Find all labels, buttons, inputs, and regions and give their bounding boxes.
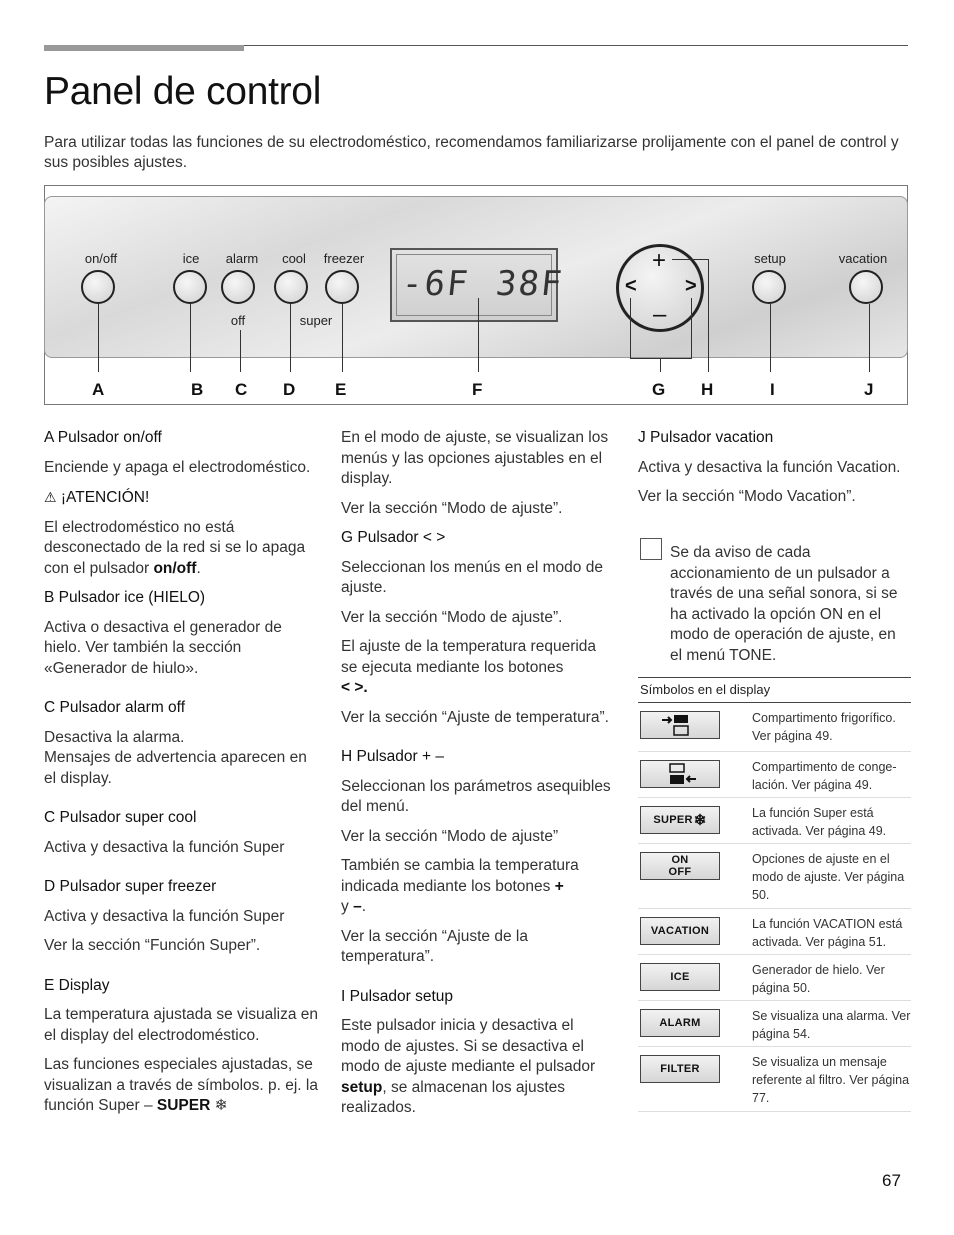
heading-h: H Pulsador + – — [341, 748, 444, 765]
label-ice: ice — [182, 251, 200, 266]
callout-c: C — [235, 380, 248, 399]
ice-symbol: ICE — [640, 963, 720, 991]
sound-note-icon — [640, 538, 662, 560]
on-off-symbol: ON OFF — [640, 852, 720, 880]
symbol-row — [638, 1047, 911, 1112]
sound-note-text: Se da aviso de cada accionamiento de un pulsador a través de una señal sonora, si se ha activado la opción ON en el modo de operación de ajuste, en el menú TONE. — [670, 544, 898, 664]
leader-c — [240, 330, 241, 372]
text-d1: Activa y desactiva la función Super — [44, 907, 285, 925]
leader-g-left — [630, 298, 631, 358]
symbol-desc: Generador de hielo. Ver página 50. — [752, 963, 885, 995]
symbol-row — [638, 955, 911, 1001]
text-b: Activa o desactiva el generador de hielo. Ver también la sección «Generador de hiulo». — [44, 618, 282, 677]
leader-g — [660, 358, 661, 372]
symbol-desc: Compartimento frigorífico. Ver página 49. — [752, 711, 896, 743]
symbol-desc: Compartimento de conge-lación. Ver página 49. — [752, 760, 897, 792]
symbol-row — [638, 752, 911, 798]
callout-d: D — [283, 380, 296, 399]
left-arrow-icon: < — [625, 275, 637, 297]
heading-i: I Pulsador setup — [341, 987, 454, 1005]
text-g4: Ver la sección “Ajuste de temperatura”. — [341, 708, 609, 726]
top-rule-accent — [44, 45, 244, 51]
heading-d: D Pulsador super freezer — [44, 878, 217, 895]
symbol-desc: La función Super está activada. Ver página 49. — [752, 806, 887, 838]
leader-h — [708, 259, 709, 372]
column-3 — [638, 428, 910, 517]
heading-c: C Pulsador alarm off — [44, 699, 185, 716]
text-i: Este pulsador inicia y desactiva el modo de ajustes. Si se desactiva el modo de ajuste mediante el pulsador setup, se almacenan los ajustes realizados. — [341, 1017, 596, 1116]
callout-f: F — [472, 380, 483, 399]
setup-button — [752, 270, 786, 304]
leader-h-top — [672, 259, 708, 260]
text-h2: Ver la sección “Modo de ajuste” — [341, 827, 559, 845]
text-j2: Ver la sección “Modo Vacation”. — [638, 488, 856, 505]
text-f2: Ver la sección “Modo de ajuste”. — [341, 499, 563, 517]
symbol-row — [638, 1001, 911, 1047]
alarm-symbol: ALARM — [640, 1009, 720, 1037]
right-arrow-icon: > — [685, 275, 697, 297]
heading-e: E Display — [44, 976, 110, 994]
text-d2: Ver la sección “Función Super”. — [44, 937, 261, 954]
leader-f — [478, 298, 479, 372]
fridge-compartment-icon — [640, 711, 720, 739]
alarm-button — [221, 270, 255, 304]
freezer-compartment-icon — [640, 760, 720, 788]
callout-i: I — [770, 380, 775, 399]
text-e1: La temperatura ajustada se visualiza en el display del electrodoméstico. — [44, 1006, 318, 1044]
callout-h: H — [701, 380, 714, 399]
symbol-row — [638, 798, 911, 844]
page-number: 67 — [882, 1171, 901, 1190]
onoff-button — [81, 270, 115, 304]
warning-text: El electrodoméstico no está desconectado de la red si se lo apaga con el pulsador on/off. — [44, 518, 306, 577]
label-alarm: alarm — [225, 251, 259, 266]
freezer-button — [325, 270, 359, 304]
display-fridge-temp: 38F — [493, 264, 566, 304]
text-h1: Seleccionan los parámetros asequibles del menú. — [341, 777, 611, 815]
filter-symbol: FILTER — [640, 1055, 720, 1083]
leader-b — [190, 304, 191, 372]
text-g3: El ajuste de la temperatura requerida se ejecuta mediante los botones — [341, 638, 597, 676]
label-cool: cool — [282, 251, 306, 266]
text-c2: Mensajes de advertencia aparecen en el display. — [44, 749, 307, 787]
leader-j — [869, 304, 870, 372]
callout-j: J — [864, 380, 874, 399]
symbol-desc: Se visualiza un mensaje referente al filtro. Ver página 77. — [752, 1055, 910, 1105]
minus-icon: – — [653, 301, 667, 328]
text-j1: Activa y desactiva la función Vacation. — [638, 458, 901, 476]
label-setup: setup — [754, 251, 786, 266]
text-g2: Ver la sección “Modo de ajuste”. — [341, 608, 563, 626]
text-c1: Desactiva la alarma. — [44, 728, 185, 746]
sound-note — [670, 543, 906, 675]
heading-c2: C Pulsador super cool — [44, 809, 197, 826]
leader-g-right — [691, 298, 692, 358]
warning-heading: ⚠ ¡ATENCIÓN! — [44, 489, 150, 506]
symbol-row — [638, 909, 911, 955]
vacation-symbol: VACATION — [640, 917, 720, 945]
leader-g-join — [630, 358, 692, 359]
label-freezer: freezer — [323, 251, 365, 266]
leader-d — [290, 304, 291, 372]
display-freezer-temp: -6F — [399, 264, 472, 304]
heading-a: A Pulsador on/off — [44, 429, 162, 446]
text-c2b: Activa y desactiva la función Super — [44, 838, 285, 856]
column-2 — [341, 428, 616, 1128]
callout-g: G — [652, 380, 666, 399]
symbol-desc: Opciones de ajuste en el modo de ajuste. Ver página 50. — [752, 852, 905, 902]
text-g3b: < >. — [341, 679, 368, 696]
cool-button — [274, 270, 308, 304]
symbol-row — [638, 844, 911, 909]
symbol-desc: Se visualiza una alarma. Ver página 54. — [752, 1009, 911, 1041]
heading-b: B Pulsador ice (HIELO) — [44, 589, 206, 606]
text-h3: También se cambia la temperatura indicada mediante los botones + y –. — [341, 857, 579, 915]
warning-icon: ⚠ — [44, 489, 57, 505]
text-a: Enciende y apaga el electrodoméstico. — [44, 458, 311, 476]
symbols-rule — [638, 677, 911, 678]
column-1 — [44, 428, 320, 1126]
callout-e: E — [335, 380, 347, 399]
leader-i — [770, 304, 771, 372]
label-vacation: vacation — [838, 251, 888, 266]
symbol-row — [638, 703, 911, 752]
plus-icon: + — [652, 247, 667, 274]
text-g1: Seleccionan los menús en el modo de ajuste. — [341, 558, 603, 596]
callout-b: B — [191, 380, 204, 399]
symbols-table — [638, 702, 911, 1112]
leader-e — [342, 304, 343, 372]
label-onoff: on/off — [84, 251, 118, 266]
text-h4: Ver la sección “Ajuste de la temperatura”. — [341, 927, 528, 965]
page-title: Panel de control — [44, 70, 322, 113]
vacation-button — [849, 270, 883, 304]
symbol-desc: La función VACATION está activada. Ver página 51. — [752, 917, 903, 949]
ice-button — [173, 270, 207, 304]
leader-a — [98, 304, 99, 372]
snowflake-icon: ❄ — [214, 1097, 228, 1114]
super-symbol: SUPER ❄ — [640, 806, 720, 834]
label-super: super — [299, 313, 333, 328]
snowflake-icon: ❄ — [693, 812, 707, 829]
label-alarm-off: off — [230, 313, 246, 328]
callout-a: A — [92, 380, 105, 399]
intro-paragraph: Para utilizar todas las funciones de su electrodoméstico, recomendamos familiarizarse prolijamente con el panel de control y sus posibles ajustes. — [44, 134, 899, 171]
heading-g: G Pulsador < > — [341, 529, 446, 546]
heading-j: J Pulsador vacation — [638, 429, 774, 446]
text-f1: En el modo de ajuste, se visualizan los menús y las opciones ajustables en el display. — [341, 429, 609, 487]
text-e2: Las funciones especiales ajustadas, se visualizan a través de símbolos. p. ej. la función Super – SUPER ❄ — [44, 1056, 318, 1114]
temperature-display — [390, 248, 566, 322]
symbols-title: Símbolos en el display — [640, 682, 771, 697]
